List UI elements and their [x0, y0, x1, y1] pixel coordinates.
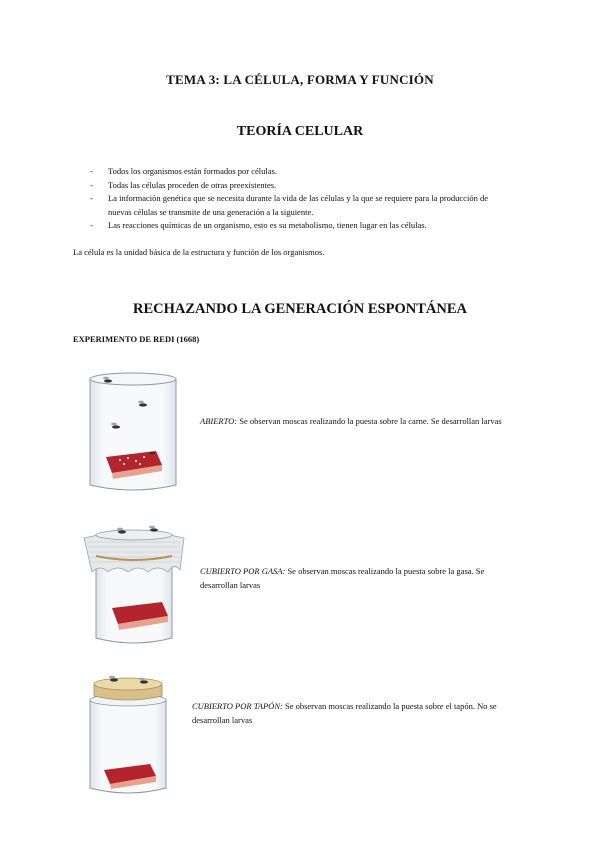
- list-item: - Todos los organismos están formados por células.: [90, 166, 277, 176]
- heading-generacion-espontanea: RECHAZANDO LA GENERACIÓN ESPONTÁNEA: [133, 301, 467, 317]
- heading-teoria-celular: TEORÍA CELULAR: [236, 124, 364, 139]
- caption-cubierto-gasa: CUBIERTO POR GASA: Se observan moscas realizando la puesta sobre la gasa. Se desarrollan larvas: [200, 566, 485, 590]
- experiment-title: EXPERIMENTO DE REDI (1668): [73, 334, 200, 344]
- cell-definition-paragraph: La célula es la unidad básica de la estructura y función de los organismos.: [73, 247, 325, 257]
- teoria-bullet-list: [90, 165, 510, 233]
- list-item: - Las reacciones químicas de un organismo, esto es su metabolismo, tienen lugar en las células.: [90, 220, 427, 230]
- gauze-jar-illustration: [78, 520, 190, 652]
- caption-cubierto-tapon: CUBIERTO POR TAPÓN: Se observan moscas realizando la puesta sobre el tapón. No se desarrollan larvas: [192, 701, 497, 725]
- page-title: TEMA 3: LA CÉLULA, FORMA Y FUNCIÓN: [166, 72, 434, 87]
- list-item: - Todas las células proceden de otras preexistentes.: [90, 179, 277, 190]
- list-item: - La información genética que se necesita durante la vida de las células y la que se requiere para la producción de nuevas células se transmite de una generación a la siguiente.: [90, 193, 488, 217]
- caption-abierto: ABIERTO: Se observan moscas realizando la puesta sobre la carne. Se desarrollan larvas: [200, 416, 502, 426]
- cork-jar-illustration: [78, 670, 178, 800]
- open-jar-illustration: [78, 365, 188, 500]
